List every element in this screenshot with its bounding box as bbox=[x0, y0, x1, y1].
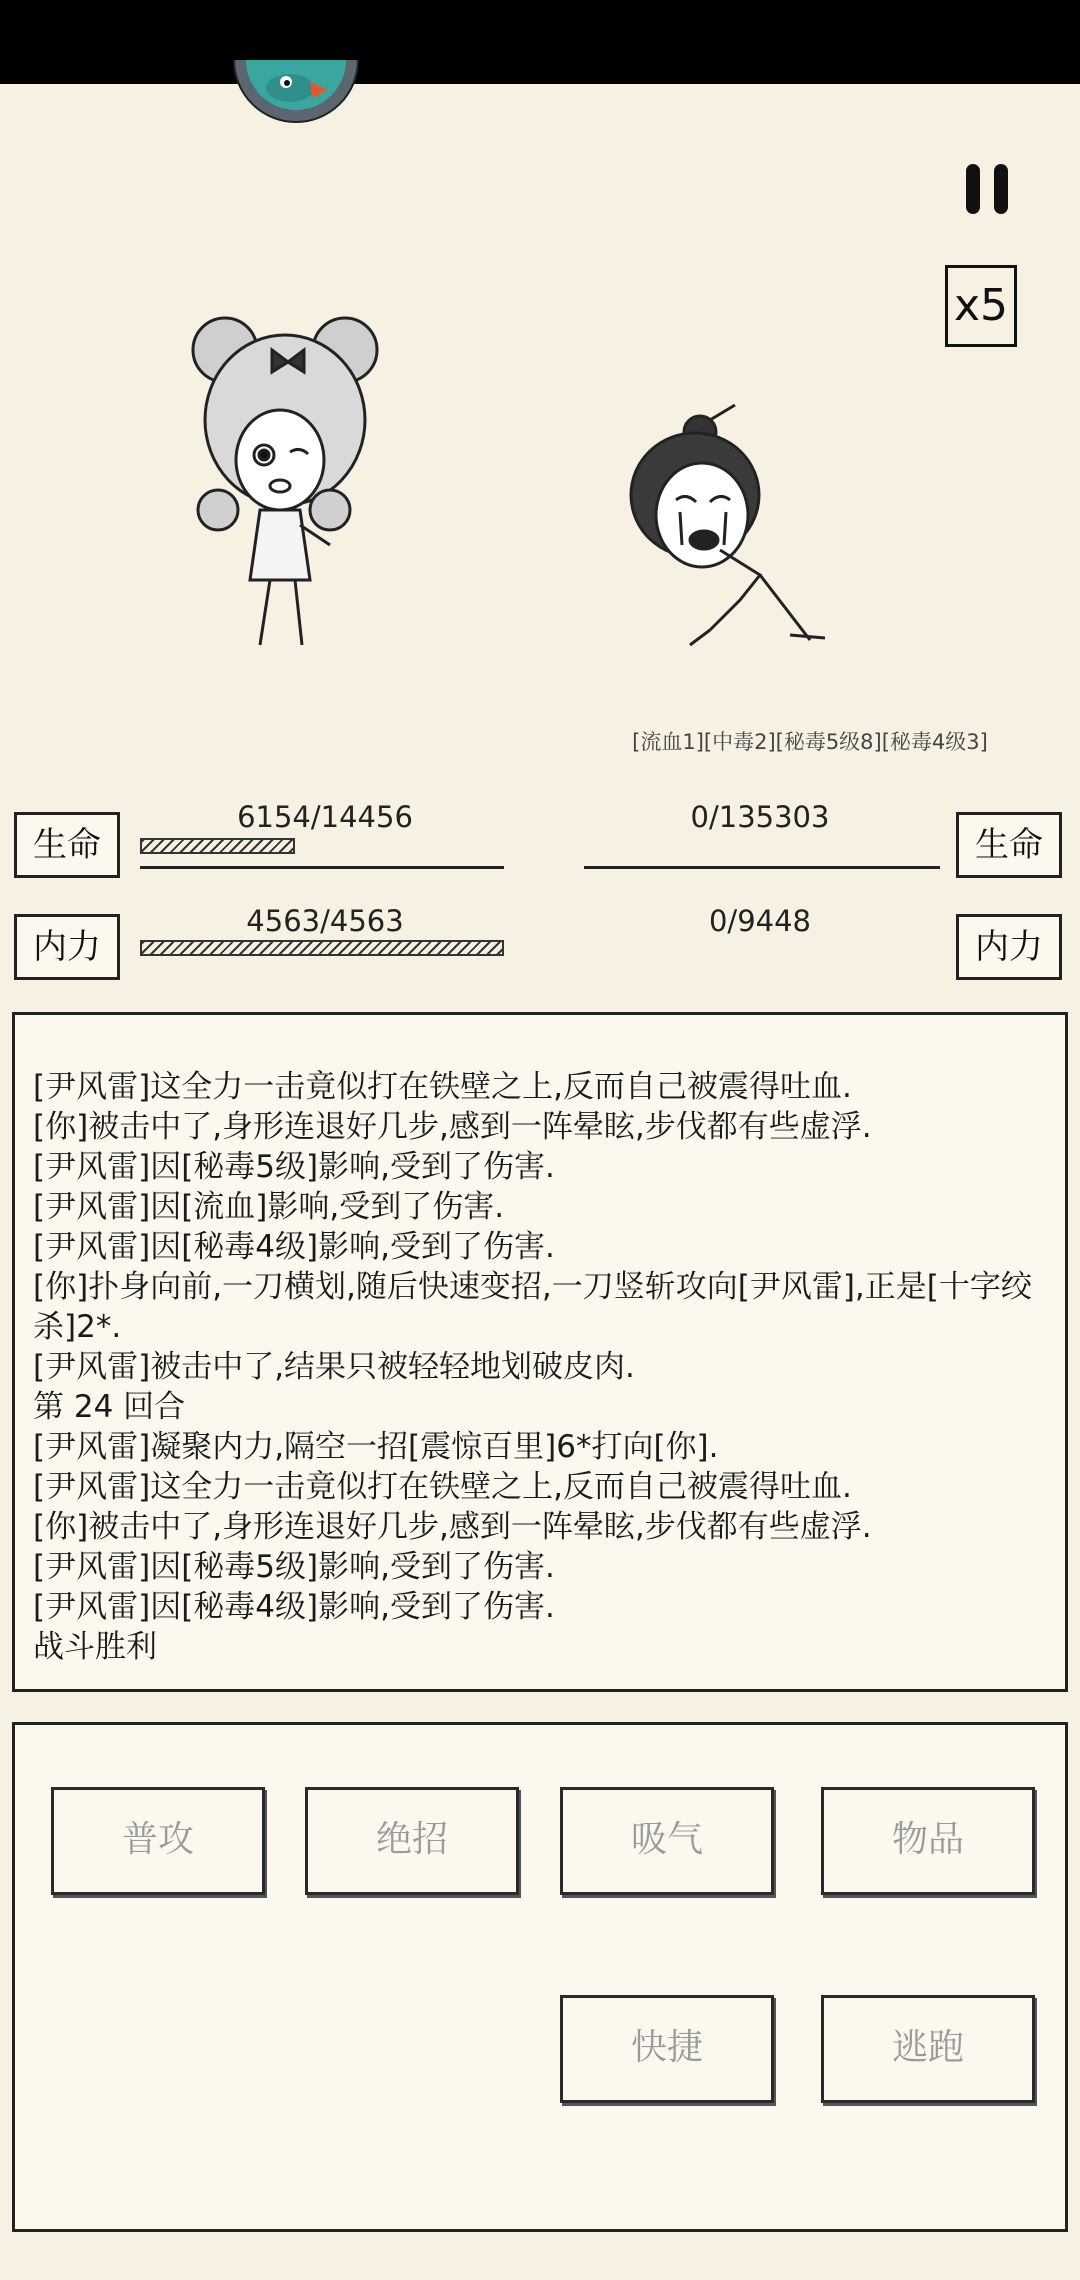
avatar[interactable] bbox=[232, 60, 360, 132]
log-line: [尹风雷]因[流血]影响,受到了伤害. bbox=[33, 1189, 505, 1225]
log-line: [尹风雷]这全力一击竟似打在铁壁之上,反而自己被震得吐血. bbox=[33, 1469, 852, 1505]
log-line: [尹风雷]凝聚内力,隔空一招[震惊百里]6*打向[你]. bbox=[33, 1429, 719, 1465]
log-line: [你]被击中了,身形连退好几步,感到一阵晕眩,步伐都有些虚浮. bbox=[33, 1509, 872, 1545]
enemy-status-effects: [流血1][中毒2][秘毒5级8][秘毒4级3] bbox=[632, 730, 988, 754]
log-line: [你]扑身向前,一刀横划,随后快速变招,一刀竖斩攻向[尹风雷],正是[十字绞杀]2*. bbox=[33, 1269, 1032, 1345]
enemy-hp-track bbox=[584, 866, 940, 869]
player-mp-label: 内力 bbox=[14, 914, 120, 980]
log-line: [尹风雷]因[秘毒5级]影响,受到了伤害. bbox=[33, 1549, 555, 1585]
status-bar bbox=[0, 0, 1080, 84]
player-hp-value: 6154/14456 bbox=[237, 800, 413, 834]
enemy-hp-value: 0/135303 bbox=[690, 800, 830, 834]
enemy-hp-label: 生命 bbox=[956, 812, 1062, 878]
pause-icon bbox=[966, 164, 980, 214]
speed-button[interactable]: x5 bbox=[945, 265, 1017, 347]
action-panel bbox=[12, 1722, 1068, 2232]
log-line: 战斗胜利 bbox=[33, 1629, 157, 1665]
player-hp-track bbox=[140, 866, 504, 869]
player-hp-bar bbox=[140, 838, 295, 854]
attack-button[interactable]: 普攻 bbox=[51, 1787, 265, 1895]
flee-button[interactable]: 逃跑 bbox=[821, 1995, 1035, 2103]
log-line: 第 24 回合 bbox=[33, 1389, 186, 1425]
enemy-character bbox=[610, 400, 850, 670]
log-line: [尹风雷]因[秘毒5级]影响,受到了伤害. bbox=[33, 1149, 555, 1185]
ultimate-button[interactable]: 绝招 bbox=[305, 1787, 519, 1895]
quick-button[interactable]: 快捷 bbox=[560, 1995, 774, 2103]
log-line: [尹风雷]因[秘毒4级]影响,受到了伤害. bbox=[33, 1229, 555, 1265]
absorb-button[interactable]: 吸气 bbox=[560, 1787, 774, 1895]
log-line: [尹风雷]因[秘毒4级]影响,受到了伤害. bbox=[33, 1589, 555, 1625]
log-line: [尹风雷]这全力一击竟似打在铁壁之上,反而自己被震得吐血. bbox=[33, 1069, 852, 1105]
enemy-mp-value: 0/9448 bbox=[708, 904, 812, 938]
pause-button[interactable] bbox=[966, 164, 1012, 214]
enemy-mp-label: 内力 bbox=[956, 914, 1062, 980]
log-line: [你]被击中了,身形连退好几步,感到一阵晕眩,步伐都有些虚浮. bbox=[33, 1109, 872, 1145]
items-button[interactable]: 物品 bbox=[821, 1787, 1035, 1895]
player-mp-bar bbox=[140, 940, 504, 956]
player-mp-value: 4563/4563 bbox=[246, 904, 404, 938]
log-line: [尹风雷]被击中了,结果只被轻轻地划破皮肉. bbox=[33, 1349, 635, 1385]
battle-log[interactable] bbox=[12, 1012, 1068, 1692]
player-character bbox=[180, 310, 400, 670]
player-hp-label: 生命 bbox=[14, 812, 120, 878]
battle-log-lines bbox=[33, 1067, 1053, 1667]
